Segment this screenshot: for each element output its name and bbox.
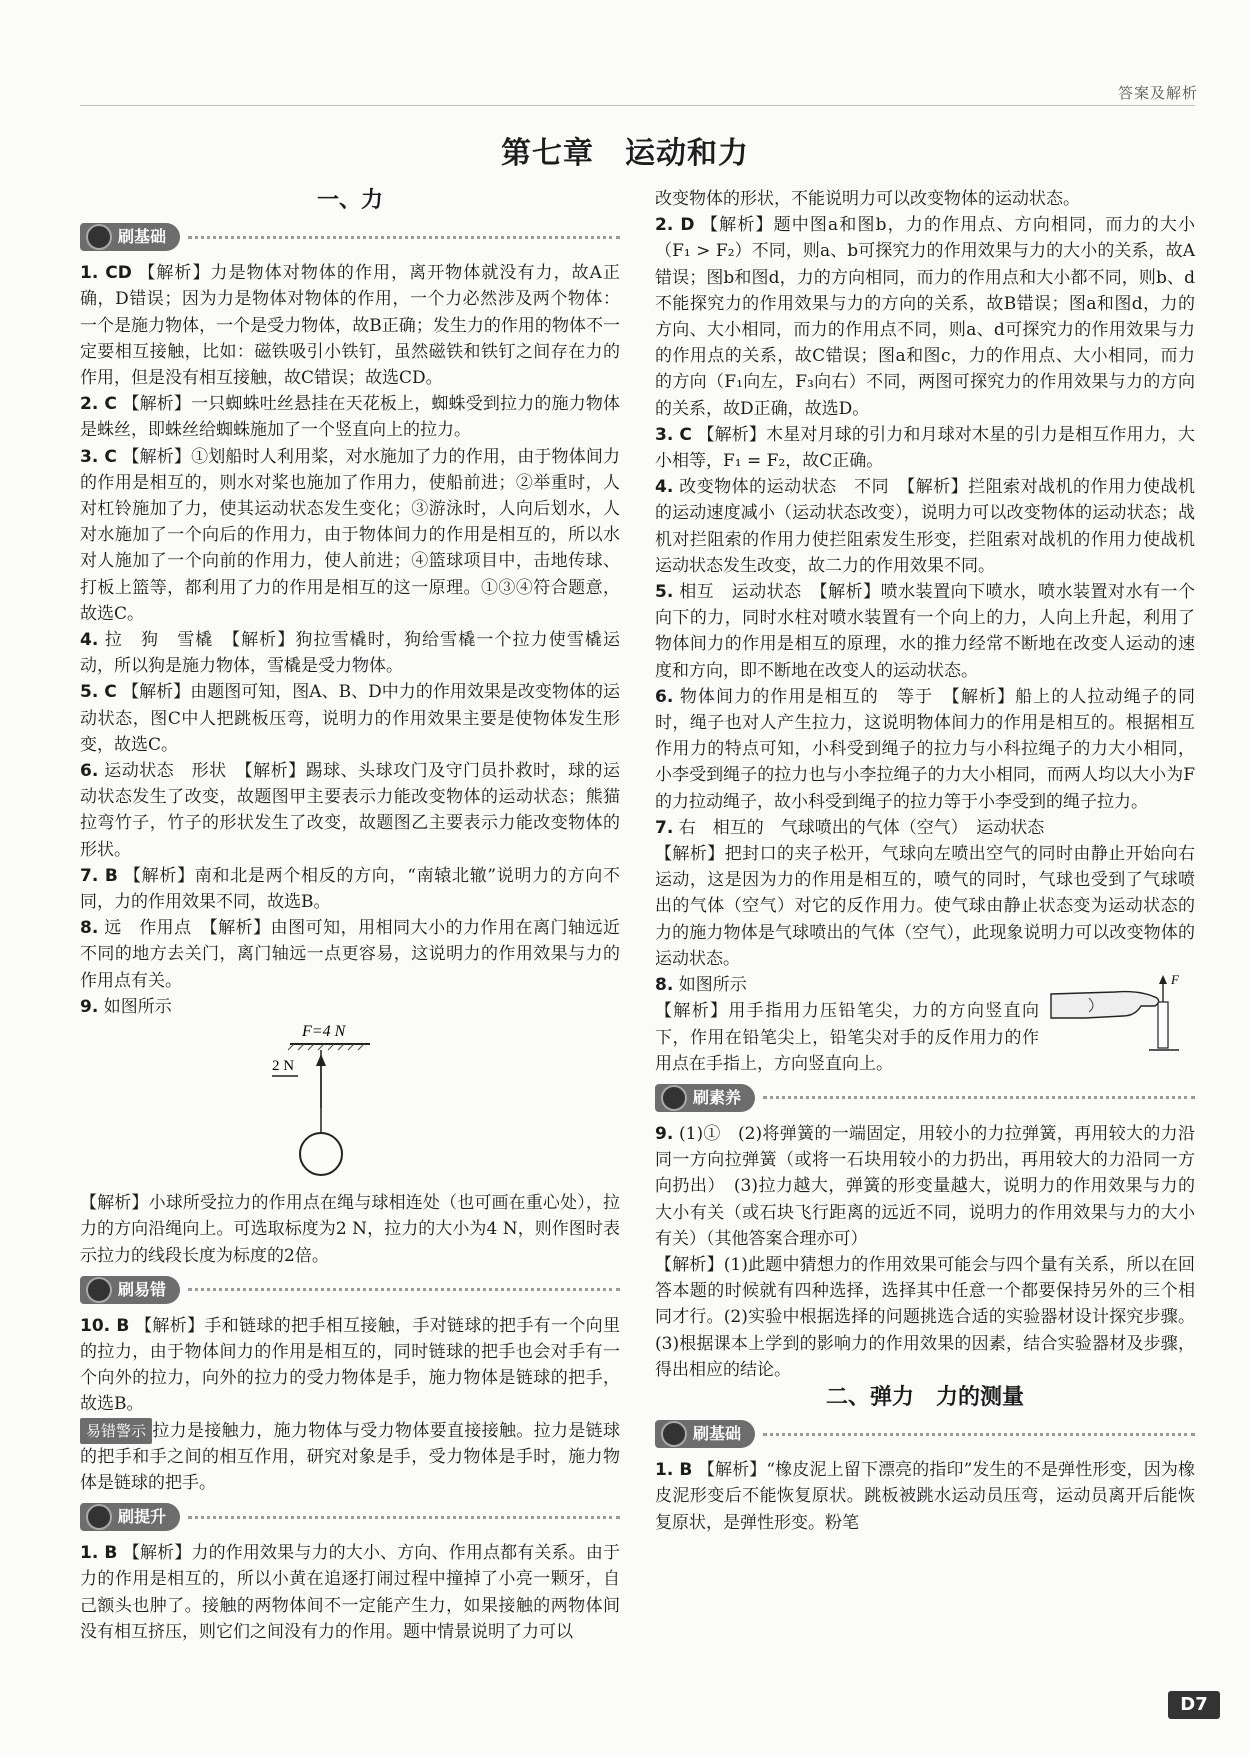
answer-item <box>655 815 1195 841</box>
item-number: 1. B <box>80 1543 118 1564</box>
left-column <box>80 186 620 1645</box>
answer-item <box>80 994 620 1020</box>
continued-text: 改变物体的形状，不能说明力可以改变物体的运动状态。 <box>655 189 1080 209</box>
dotted-rule <box>763 1096 1195 1099</box>
item-analysis: 【解析】(1)此题中猜想力的作用效果可能会与四个量有关系，所以在回答本题的时候就有四种选择，选择其中任意一个都要保持另外的三个相同才行。(2)实验中根据选择的问题挑选合适的实验器材设计探究步骤。(3)根据课本上学到的影响力的作用效果的因素，结合实验器材及步骤，得出相应的结论。 <box>655 1254 1195 1380</box>
item-analysis: 【解析】把封口的夹子松开，气球向左喷出空气的同时由静止开始向右运动，这是因为力的作用是相互的，喷气的同时，气球也受到了气球喷出的气体（空气）对它的反作用力。使气球由静止状态变为运动状态的力的施力物体是气球喷出的气体（空气），此现象说明力可以改变物体的运动状态。 <box>655 844 1195 969</box>
item-text: 相互 运动状态 【解析】喷水装置向下喷水，喷水装置对水有一个向下的力，同时水柱对喷水装置有一个向上的力，人向上升起，利用了物体间力的作用是相互的原理，水的推力经常不断地在改变人运动的速度和方向，即不断地在改变人的运动状态。 <box>655 582 1196 681</box>
arrow-head <box>316 1054 326 1066</box>
item-text: 【解析】“橡皮泥上留下漂亮的指印”发生的不是弹性形变，因为橡皮泥形变后不能恢复原状。跳板被跳水运动员压弯，运动员离开后能恢复原状，是弹性形变。粉笔 <box>655 1460 1195 1533</box>
item-text: 【解析】南和北是两个相反的方向，“南辕北辙”说明力的方向不同，力的作用效果不同，故选B。 <box>80 865 620 913</box>
item8-block <box>655 972 1195 1077</box>
answer-item <box>655 684 1195 815</box>
answer-item <box>655 579 1195 684</box>
ball <box>300 1133 342 1175</box>
answer-item <box>655 1457 1195 1536</box>
disc-icon <box>661 1421 687 1447</box>
answer-item <box>80 260 620 391</box>
arrow-head <box>1159 975 1167 984</box>
hand <box>1051 992 1159 1018</box>
banner-label: 刷易错 <box>118 1279 167 1299</box>
item-number: 6. <box>80 761 99 782</box>
item-text: 如图所示 <box>103 996 172 1017</box>
item-text: 【解析】题中图a和图b，力的作用点、方向相同，而力的大小（F₁ > F₂）不同，则a、b可探究力的作用效果与力的大小的关系，故A错误；图b和图d，力的方向相同，而力的作用点和大小都不同，则b、d不能探究力的作用效果与力的方向的关系，故B错误；图a和图d，力的方向、大小相同，而力的作用点不同，则a、d可探究力的作用效果与力的作用点的关系，故C错误；图a和图c，力的作用点、大小相同，而力的方向（F₁向左，F₃向右）不同，两图可探究力的作用效果与力的方向的关系，故D正确，故选D。 <box>655 215 1195 419</box>
item-number: 7. B <box>80 865 118 886</box>
item-number: 3. C <box>80 446 117 467</box>
header-label: 答案及解析 <box>1117 84 1198 102</box>
item-number: 10. B <box>80 1315 130 1336</box>
section-title: 二、弹力 力的测量 <box>825 1384 1024 1410</box>
answer-item <box>80 915 620 994</box>
item-text: 远 作用点 【解析】由图可知，用相同大小的力作用在离门轴远近不同的地方去关门，离门轴远一点更容易，这说明力的作用效果与力的作用点有关。 <box>80 918 621 991</box>
banner-label: 刷素养 <box>693 1087 742 1107</box>
banner-literacy <box>655 1081 1195 1115</box>
item-number: 8. <box>655 975 674 996</box>
answer-item <box>80 391 620 443</box>
item-number: 1. B <box>655 1460 693 1481</box>
item-text: 右 相互的 气球喷出的气体（空气） 运动状态 <box>678 817 1045 838</box>
item-text: 改变物体的运动状态 不同 【解析】拦阻索对战机的作用力使战机的运动速度减小（运动状态改变），说明力可以改变物体的运动状态；战机对拦阻索的作用力使拦阻索发生形变，拦阻索对战机的作用力使战机运动状态发生改变，故二力的作用效果不同。 <box>655 477 1196 576</box>
banner-improve <box>80 1500 620 1534</box>
answer-item <box>80 1313 620 1418</box>
scale-label: 2 N <box>272 1058 295 1075</box>
banner-tag <box>80 1503 180 1531</box>
figure-pencil-hand <box>1045 972 1195 1058</box>
item-analysis: 【解析】用手指用力压铅笔尖，力的方向竖直向下，作用在铅笔尖上，铅笔尖对手的反作用力的作用点在手指上，方向竖直向上。 <box>655 1001 1039 1074</box>
item-number: 5. C <box>80 682 117 703</box>
banner-label: 刷基础 <box>118 227 167 247</box>
banner-tag <box>655 1084 755 1112</box>
item-text: 【解析】力的作用效果与力的大小、方向、作用点都有关系。由于力的作用是相互的，所以小黄在追逐打闹过程中撞掉了小亮一颗牙，自己额头也肿了。接触的两物体间不一定能产生力，如果接触的两物体间没有相互挤压，则它们之间没有力的作用。题中情景说明了力可以 <box>80 1543 621 1642</box>
disc-icon <box>661 1085 687 1111</box>
banner-tag <box>655 1420 755 1448</box>
item-text: 物体间力的作用是相互的 等于 【解析】船上的人拉动绳子的同时，绳子也对人产生拉力，这说明物体间力的作用是相互的。根据相互作用力的特点可知，小科受到绳子的拉力与小科拉绳子的力大小相同，小李受到绳子的拉力也与小李拉绳子的力大小相同，而两人均以大小为F的力拉动绳子，故小科受到绳子的拉力等于小李受到的绳子拉力。 <box>655 686 1196 812</box>
banner-mistake <box>80 1273 620 1307</box>
answer-item <box>80 863 620 915</box>
answer-item <box>655 212 1195 422</box>
item-number: 7. <box>655 817 674 838</box>
item-number: 5. <box>655 582 674 603</box>
force-diagram <box>80 1020 620 1190</box>
disc-icon <box>86 224 112 250</box>
item-number: 9. <box>655 1123 674 1144</box>
page-number: D7 <box>1168 1691 1220 1719</box>
answer-item <box>655 474 1195 579</box>
item-text: 【解析】木星对月球的引力和月球对木星的引力是相互作用力，大小相等，F₁ = F₂，故C正确。 <box>655 424 1196 472</box>
item-text: 【解析】手和链球的把手相互接触，手对链球的把手有一个向里的拉力，由于物体间力的作用是相互的，同时链球的把手也会对手有一个向外的拉力，向外的拉力的受力物体是手，施力物体是链球的把手，故选B。 <box>80 1315 621 1415</box>
chapter-title: 第七章 运动和力 <box>501 136 749 171</box>
banner-label: 刷基础 <box>693 1424 742 1444</box>
answer-item <box>655 1121 1195 1252</box>
item-text: (1)① (2)将弹簧的一端固定，用较小的力拉弹簧，再用较大的力沿同一方向拉弹簧（或将一石块用较小的力扔出，再用较大的力沿同一方向扔出） (3)拉力越大，弹簧的形变量越大，说明力的作用效果与力的大小有关（或石块飞行距离的远近不同，说明力的作用效果与力的大小有关）（其他答案合理亦可） <box>655 1123 1195 1249</box>
item-number: 3. C <box>655 424 692 445</box>
dotted-rule <box>763 1433 1195 1436</box>
item-number: 6. <box>655 686 674 707</box>
warning-tag: 易错警示 <box>80 1418 152 1444</box>
banner-label: 刷提升 <box>118 1507 167 1527</box>
item-number: 9. <box>80 996 99 1017</box>
pencil <box>1158 1002 1168 1048</box>
item-number: 2. C <box>80 394 117 415</box>
dotted-rule <box>188 1288 620 1291</box>
item-text: 拉 狗 雪橇 【解析】狗拉雪橇时，狗给雪橇一个拉力使雪橇运动，所以狗是施力物体，雪橇是受力物体。 <box>80 630 621 677</box>
item-text: 【解析】①划船时人利用桨，对水施加了力的作用，由于物体间力的作用是相互的，则水对桨也施加了作用力，使船前进；②举重时，人对杠铃施加了力，使其运动状态发生变化；③游泳时，人向后划水，人对水施加了一个向后的作用力，由于物体间力的作用是相互的，所以水对人施加了一个向前的作用力，使人前进；④篮球项目中，击地传球、打板上篮等，都利用了力的作用是相互的这一原理。①③④符合题意，故选C。 <box>80 446 621 624</box>
banner-tag <box>80 223 180 251</box>
right-column <box>655 186 1195 1536</box>
answer-item <box>80 627 620 679</box>
disc-icon <box>86 1277 112 1303</box>
banner-tag <box>80 1276 180 1304</box>
answer-item <box>80 1540 620 1645</box>
answer-item <box>655 422 1195 474</box>
item-number: 4. <box>655 477 674 498</box>
item-text: 【解析】力是物体对物体的作用，离开物体就没有力，故A正确，D错误；因为力是物体对物体的作用，一个力必然涉及两个物体：一个是施力物体，一个是受力物体，故B正确；发生力的作用的物体不一定要相互接触，比如：磁铁吸引小铁钉，虽然磁铁和铁钉之间存在力的作用，但是没有相互接触，故C错误；故选CD。 <box>80 263 621 389</box>
item-number: 2. D <box>655 215 695 236</box>
item-analysis: 【解析】小球所受拉力的作用点在绳与球相连处（也可画在重心处），拉力的方向沿绳向上。可选取标度为2 N，拉力的大小为4 N，则作图时表示拉力的线段长度为标度的2倍。 <box>80 1193 620 1266</box>
item-text: 【解析】由题图可知，图A、B、D中力的作用效果是改变物体的运动状态，图C中人把跳板压弯，说明力的作用效果主要是使物体发生形变，故选C。 <box>80 682 620 755</box>
force-label: F=4 N <box>302 1023 346 1041</box>
item-number: 1. CD <box>80 263 132 284</box>
warning-paragraph <box>80 1418 620 1497</box>
section-title: 一、力 <box>316 188 383 213</box>
disc-icon <box>86 1504 112 1530</box>
answer-item <box>80 758 620 863</box>
banner-basic-2 <box>655 1417 1195 1451</box>
dotted-rule <box>188 236 620 239</box>
figure-hanging-ball <box>80 1020 620 1190</box>
item-text: 【解析】一只蜘蛛吐丝悬挂在天花板上，蜘蛛受到拉力的施力物体是蛛丝，即蛛丝给蜘蛛施加了一个竖直向上的拉力。 <box>80 394 621 441</box>
item-number: 8. <box>80 918 99 939</box>
warning-text: 拉力是接触力，施力物体与受力物体要直接接触。拉力是链球的把手和手之间的相互作用，研究对象是手，受力物体是手时，施力物体是链球的把手。 <box>80 1420 620 1493</box>
item-number: 4. <box>80 630 99 651</box>
dotted-rule <box>188 1516 620 1519</box>
answer-item <box>80 679 620 758</box>
figure-force-label: F <box>1171 972 1179 988</box>
answer-item <box>80 444 620 627</box>
banner-basic <box>80 220 620 254</box>
item-text: 运动状态 形状 【解析】踢球、头球攻门及守门员扑救时，球的运动状态发生了改变，故题图甲主要表示力能改变物体的运动状态；熊猫拉弯竹子，竹子的形状发生了改变，故题图乙主要表示力能改变物体的形状。 <box>80 761 621 860</box>
header-rule <box>80 105 1195 106</box>
item-text: 如图所示 <box>678 975 747 996</box>
